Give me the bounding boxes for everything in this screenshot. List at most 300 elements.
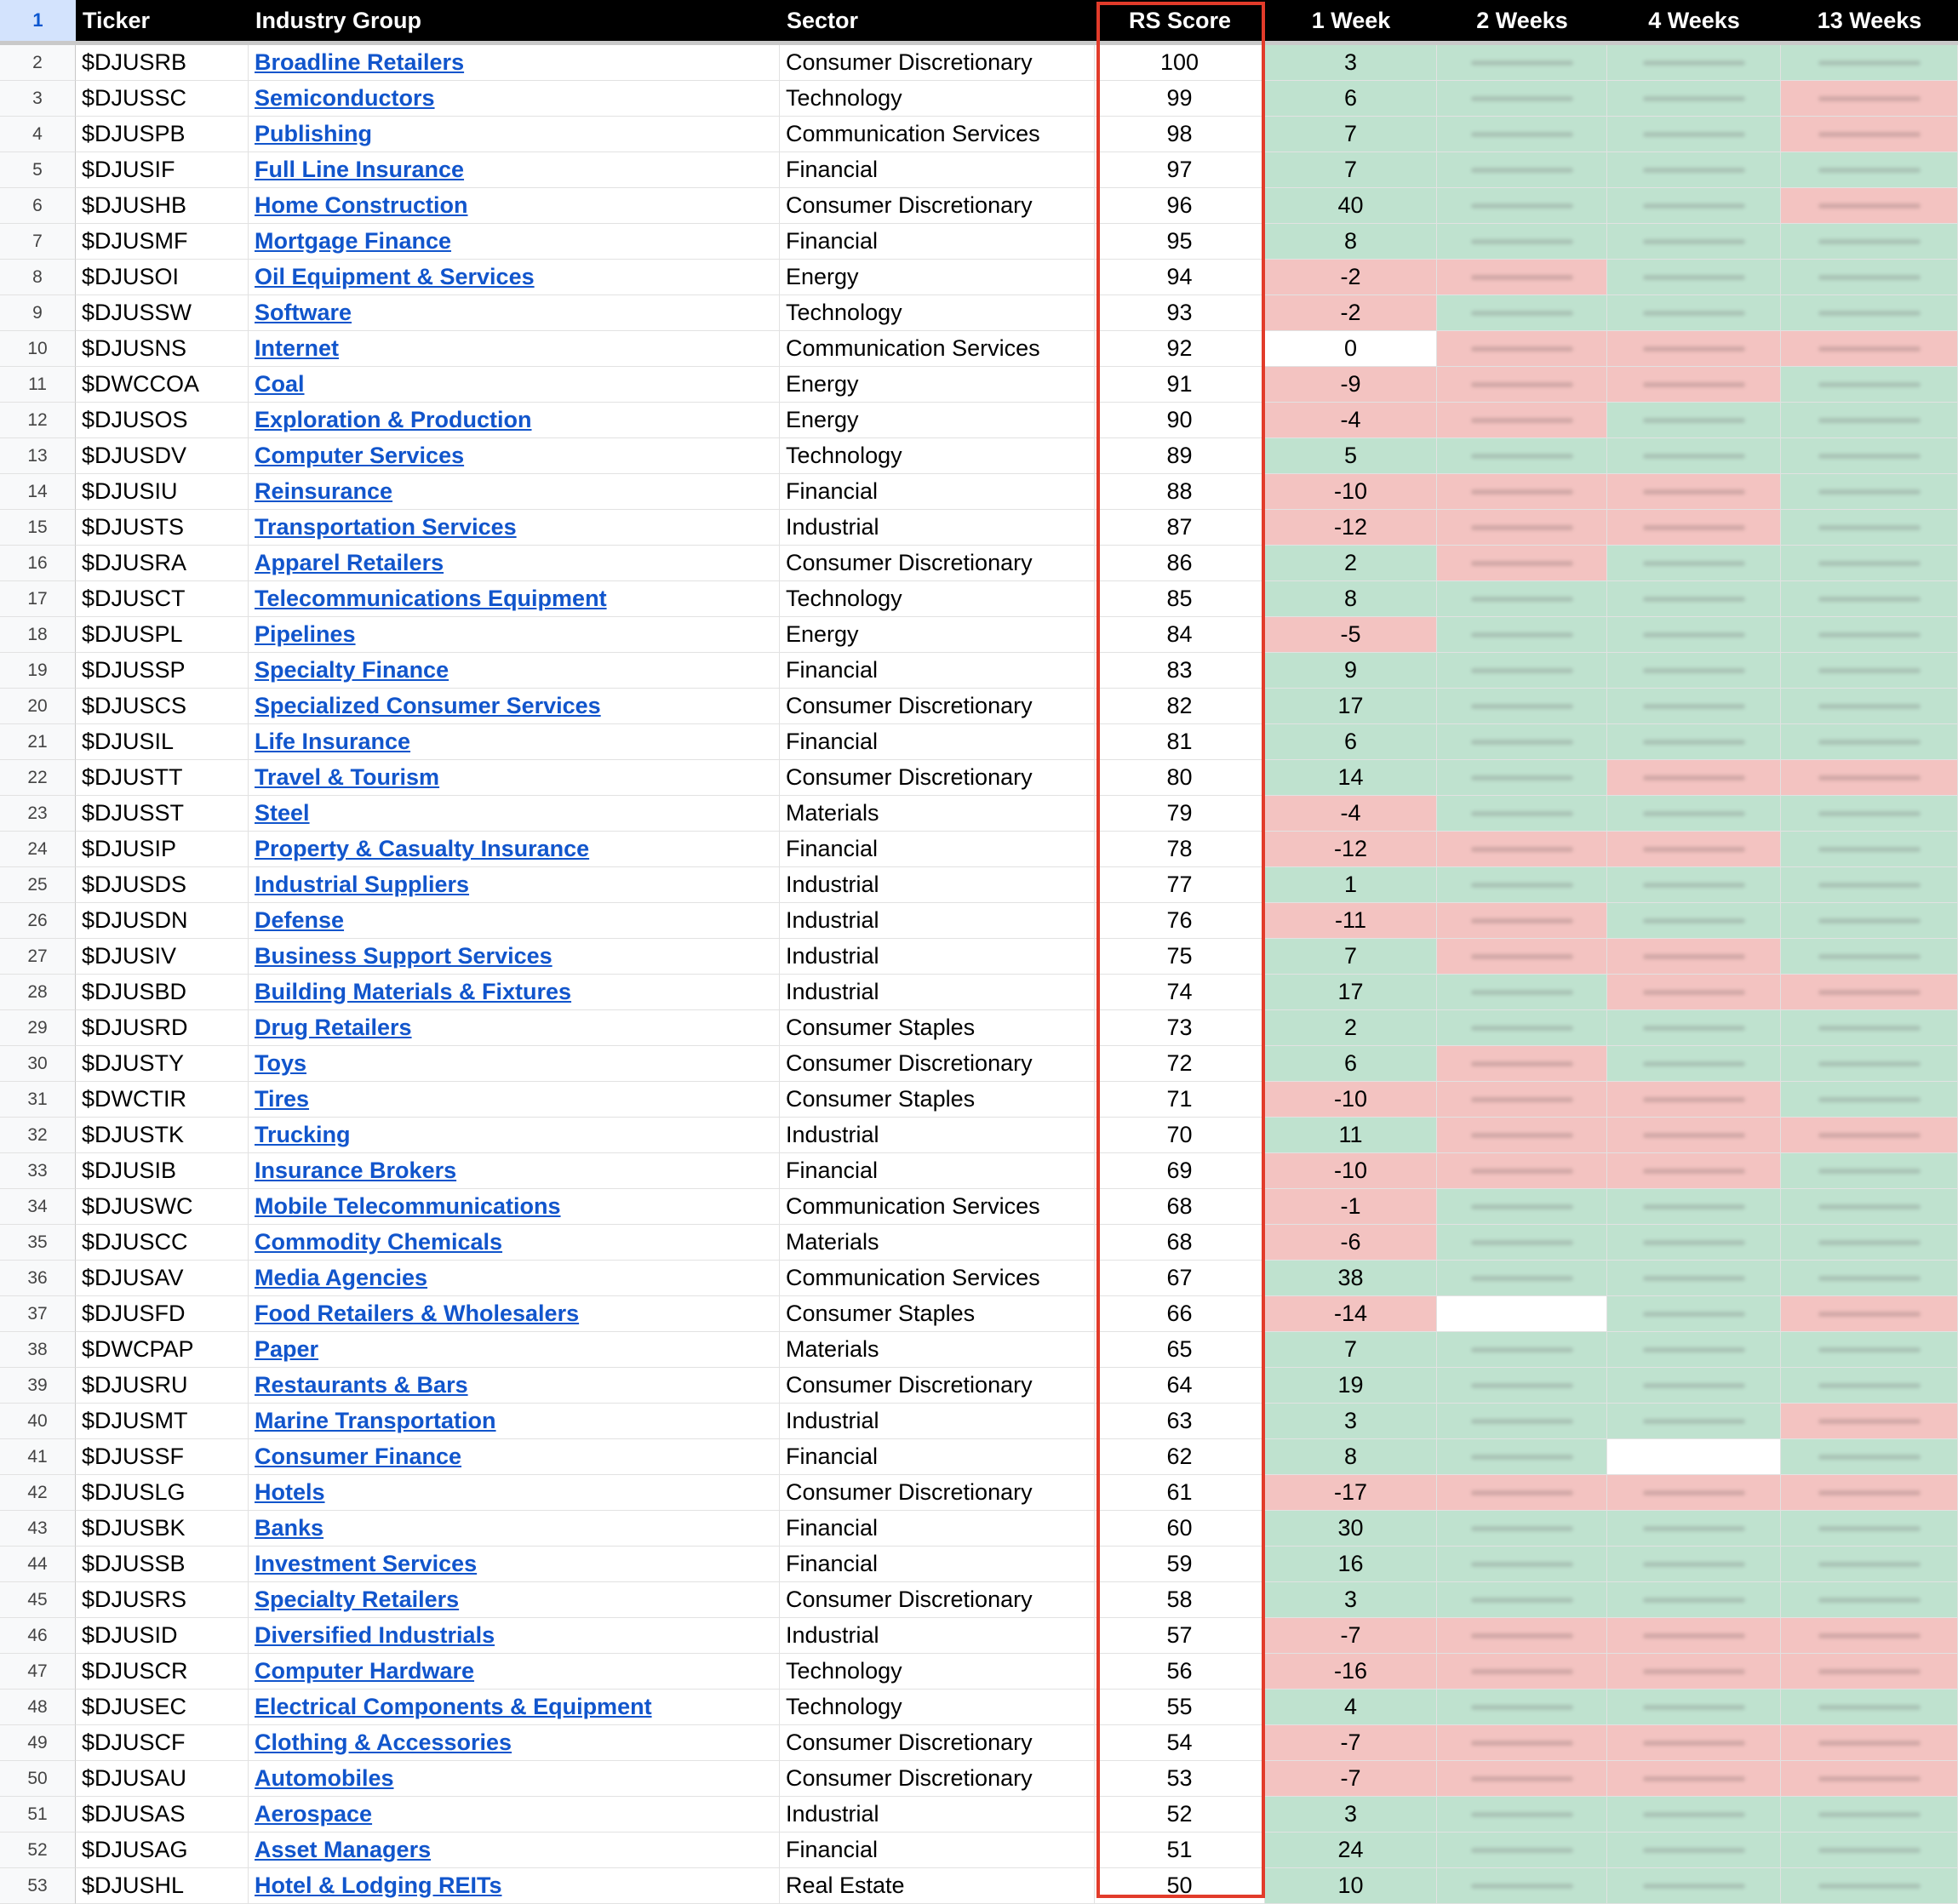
week-4-change-cell[interactable] [1607, 546, 1781, 581]
week-4-change-cell[interactable] [1607, 796, 1781, 832]
week-1-change-cell[interactable]: 7 [1265, 1332, 1437, 1368]
week-4-change-cell[interactable] [1607, 1082, 1781, 1118]
week-4-change-cell[interactable] [1607, 331, 1781, 367]
week-4-change-cell[interactable] [1607, 832, 1781, 867]
week-2-change-cell[interactable] [1437, 81, 1607, 117]
week-2-change-cell[interactable] [1437, 975, 1607, 1010]
industry-group-link[interactable]: Diversified Industrials [255, 1622, 495, 1648]
week-1-change-cell[interactable]: -11 [1265, 903, 1437, 939]
week-1-change-cell[interactable]: -14 [1265, 1296, 1437, 1332]
industry-group-link[interactable]: Internet [255, 335, 340, 361]
week-4-change-cell[interactable] [1607, 1118, 1781, 1153]
industry-group-link[interactable]: Computer Services [255, 443, 465, 468]
row-number[interactable]: 14 [0, 474, 76, 510]
rs-score-cell[interactable]: 86 [1095, 546, 1265, 581]
week-1-change-cell[interactable]: -7 [1265, 1761, 1437, 1797]
week-4-change-cell[interactable] [1607, 1153, 1781, 1189]
industry-group-cell[interactable] [249, 1725, 780, 1761]
industry-group-link[interactable]: Banks [255, 1515, 324, 1541]
industry-group-link[interactable]: Specialty Retailers [255, 1587, 460, 1612]
ticker-cell[interactable]: $DJUSTK [76, 1118, 249, 1153]
row-number[interactable]: 4 [0, 117, 76, 152]
rs-score-cell[interactable]: 84 [1095, 617, 1265, 653]
ticker-cell[interactable]: $DJUSCS [76, 689, 249, 724]
industry-group-cell[interactable] [249, 260, 780, 295]
sector-cell[interactable]: Communication Services [780, 1189, 1095, 1225]
row-number[interactable]: 11 [0, 367, 76, 403]
row-number[interactable]: 25 [0, 867, 76, 903]
industry-group-cell[interactable] [249, 1868, 780, 1904]
rs-score-cell[interactable]: 65 [1095, 1332, 1265, 1368]
week-2-change-cell[interactable] [1437, 581, 1607, 617]
week-2-change-cell[interactable] [1437, 939, 1607, 975]
week-1-change-cell[interactable]: -6 [1265, 1225, 1437, 1261]
rs-score-cell[interactable]: 96 [1095, 188, 1265, 224]
industry-group-link[interactable]: Industrial Suppliers [255, 872, 470, 897]
week-2-change-cell[interactable] [1437, 1725, 1607, 1761]
week-1-change-cell[interactable]: -2 [1265, 295, 1437, 331]
week-4-change-cell[interactable] [1607, 1725, 1781, 1761]
industry-group-cell[interactable] [249, 295, 780, 331]
week-2-change-cell[interactable] [1437, 724, 1607, 760]
week-13-change-cell[interactable] [1781, 1368, 1958, 1404]
week-13-change-cell[interactable] [1781, 260, 1958, 295]
week-13-change-cell[interactable] [1781, 867, 1958, 903]
industry-group-link[interactable]: Paper [255, 1336, 319, 1362]
ticker-cell[interactable]: $DJUSDV [76, 438, 249, 474]
industry-group-cell[interactable] [249, 724, 780, 760]
row-number[interactable]: 41 [0, 1439, 76, 1475]
rs-score-cell[interactable]: 95 [1095, 224, 1265, 260]
ticker-cell[interactable]: $DJUSST [76, 796, 249, 832]
industry-group-link[interactable]: Semiconductors [255, 85, 435, 111]
ticker-cell[interactable]: $DJUSID [76, 1618, 249, 1654]
rs-score-cell[interactable]: 63 [1095, 1404, 1265, 1439]
row-number[interactable]: 26 [0, 903, 76, 939]
week-2-change-cell[interactable] [1437, 1225, 1607, 1261]
ticker-cell[interactable]: $DWCPAP [76, 1332, 249, 1368]
week-1-change-cell[interactable]: 0 [1265, 331, 1437, 367]
row-number[interactable]: 32 [0, 1118, 76, 1153]
row-number[interactable]: 38 [0, 1332, 76, 1368]
week-2-change-cell[interactable] [1437, 653, 1607, 689]
rs-score-cell[interactable]: 81 [1095, 724, 1265, 760]
industry-group-link[interactable]: Oil Equipment & Services [255, 264, 535, 289]
sector-cell[interactable]: Technology [780, 1690, 1095, 1725]
week-13-change-cell[interactable] [1781, 1618, 1958, 1654]
rs-score-cell[interactable]: 67 [1095, 1261, 1265, 1296]
rs-score-cell[interactable]: 88 [1095, 474, 1265, 510]
week-4-change-cell[interactable] [1607, 295, 1781, 331]
industry-group-link[interactable]: Food Retailers & Wholesalers [255, 1301, 580, 1326]
row-number[interactable]: 5 [0, 152, 76, 188]
rs-score-cell[interactable]: 82 [1095, 689, 1265, 724]
row-number[interactable]: 37 [0, 1296, 76, 1332]
sector-cell[interactable]: Technology [780, 1654, 1095, 1690]
week-1-change-cell[interactable]: -4 [1265, 403, 1437, 438]
week-4-change-cell[interactable] [1607, 1475, 1781, 1511]
industry-group-cell[interactable] [249, 867, 780, 903]
industry-group-cell[interactable] [249, 1046, 780, 1082]
week-4-change-cell[interactable] [1607, 1547, 1781, 1582]
rs-score-cell[interactable]: 72 [1095, 1046, 1265, 1082]
week-4-change-cell[interactable] [1607, 188, 1781, 224]
week-1-change-cell[interactable]: -7 [1265, 1725, 1437, 1761]
industry-group-cell[interactable] [249, 1475, 780, 1511]
industry-group-cell[interactable] [249, 438, 780, 474]
week-4-change-cell[interactable] [1607, 1797, 1781, 1833]
week-1-change-cell[interactable]: -12 [1265, 832, 1437, 867]
week-4-change-cell[interactable] [1607, 438, 1781, 474]
row-number[interactable]: 35 [0, 1225, 76, 1261]
industry-group-cell[interactable] [249, 81, 780, 117]
industry-group-link[interactable]: Telecommunications Equipment [255, 586, 607, 611]
week-4-change-cell[interactable] [1607, 117, 1781, 152]
sector-cell[interactable]: Consumer Discretionary [780, 188, 1095, 224]
column-header-sector[interactable]: Sector [780, 0, 1095, 41]
industry-group-link[interactable]: Electrical Components & Equipment [255, 1694, 652, 1719]
ticker-cell[interactable]: $DJUSIL [76, 724, 249, 760]
week-1-change-cell[interactable]: 16 [1265, 1547, 1437, 1582]
week-4-change-cell[interactable] [1607, 1046, 1781, 1082]
week-2-change-cell[interactable] [1437, 1439, 1607, 1475]
row-number[interactable]: 27 [0, 939, 76, 975]
week-4-change-cell[interactable] [1607, 617, 1781, 653]
week-2-change-cell[interactable] [1437, 45, 1607, 81]
industry-group-link[interactable]: Pipelines [255, 621, 356, 647]
week-13-change-cell[interactable] [1781, 832, 1958, 867]
ticker-cell[interactable]: $DJUSDN [76, 903, 249, 939]
rs-score-cell[interactable]: 78 [1095, 832, 1265, 867]
row-number[interactable]: 48 [0, 1690, 76, 1725]
row-number[interactable]: 2 [0, 45, 76, 81]
rs-score-cell[interactable]: 75 [1095, 939, 1265, 975]
rs-score-cell[interactable]: 64 [1095, 1368, 1265, 1404]
row-number[interactable]: 42 [0, 1475, 76, 1511]
sector-cell[interactable]: Consumer Discretionary [780, 760, 1095, 796]
industry-group-cell[interactable] [249, 152, 780, 188]
rs-score-cell[interactable]: 62 [1095, 1439, 1265, 1475]
week-4-change-cell[interactable] [1607, 760, 1781, 796]
column-header-4-weeks[interactable]: 4 Weeks [1607, 0, 1781, 41]
week-2-change-cell[interactable] [1437, 295, 1607, 331]
week-4-change-cell[interactable] [1607, 939, 1781, 975]
ticker-cell[interactable]: $DJUSBK [76, 1511, 249, 1547]
industry-group-link[interactable]: Consumer Finance [255, 1444, 462, 1469]
industry-group-link[interactable]: Property & Casualty Insurance [255, 836, 590, 861]
rs-score-cell[interactable]: 51 [1095, 1833, 1265, 1868]
rs-score-cell[interactable]: 71 [1095, 1082, 1265, 1118]
sector-cell[interactable]: Real Estate [780, 1868, 1095, 1904]
sector-cell[interactable]: Technology [780, 295, 1095, 331]
ticker-cell[interactable]: $DJUSAS [76, 1797, 249, 1833]
industry-group-cell[interactable] [249, 1833, 780, 1868]
industry-group-link[interactable]: Drug Retailers [255, 1015, 412, 1040]
industry-group-cell[interactable] [249, 1761, 780, 1797]
week-1-change-cell[interactable]: 1 [1265, 867, 1437, 903]
ticker-cell[interactable]: $DJUSFD [76, 1296, 249, 1332]
week-2-change-cell[interactable] [1437, 331, 1607, 367]
row-number[interactable]: 21 [0, 724, 76, 760]
industry-group-link[interactable]: Clothing & Accessories [255, 1730, 512, 1755]
ticker-cell[interactable]: $DJUSHB [76, 188, 249, 224]
week-1-change-cell[interactable]: 6 [1265, 724, 1437, 760]
ticker-cell[interactable]: $DJUSNS [76, 331, 249, 367]
industry-group-link[interactable]: Trucking [255, 1122, 351, 1147]
week-4-change-cell[interactable] [1607, 260, 1781, 295]
week-2-change-cell[interactable] [1437, 403, 1607, 438]
rs-score-cell[interactable]: 79 [1095, 796, 1265, 832]
week-2-change-cell[interactable] [1437, 224, 1607, 260]
row-number[interactable]: 43 [0, 1511, 76, 1547]
week-4-change-cell[interactable] [1607, 152, 1781, 188]
week-2-change-cell[interactable] [1437, 1797, 1607, 1833]
week-13-change-cell[interactable] [1781, 1475, 1958, 1511]
week-13-change-cell[interactable] [1781, 45, 1958, 81]
row-number[interactable]: 36 [0, 1261, 76, 1296]
industry-group-cell[interactable] [249, 1368, 780, 1404]
week-4-change-cell[interactable] [1607, 45, 1781, 81]
week-4-change-cell[interactable] [1607, 975, 1781, 1010]
industry-group-link[interactable]: Hotel & Lodging REITs [255, 1873, 502, 1898]
industry-group-cell[interactable] [249, 903, 780, 939]
week-2-change-cell[interactable] [1437, 438, 1607, 474]
week-1-change-cell[interactable]: 8 [1265, 581, 1437, 617]
row-number[interactable]: 52 [0, 1833, 76, 1868]
week-13-change-cell[interactable] [1781, 1225, 1958, 1261]
industry-group-link[interactable]: Travel & Tourism [255, 764, 440, 790]
rs-score-cell[interactable]: 69 [1095, 1153, 1265, 1189]
industry-group-link[interactable]: Marine Transportation [255, 1408, 496, 1433]
rs-score-cell[interactable]: 89 [1095, 438, 1265, 474]
week-1-change-cell[interactable]: -1 [1265, 1189, 1437, 1225]
column-header-13-weeks[interactable]: 13 Weeks [1781, 0, 1958, 41]
ticker-cell[interactable]: $DJUSIP [76, 832, 249, 867]
sector-cell[interactable]: Industrial [780, 939, 1095, 975]
week-13-change-cell[interactable] [1781, 1439, 1958, 1475]
week-1-change-cell[interactable]: 19 [1265, 1368, 1437, 1404]
rs-score-cell[interactable]: 92 [1095, 331, 1265, 367]
week-1-change-cell[interactable]: -10 [1265, 474, 1437, 510]
week-13-change-cell[interactable] [1781, 403, 1958, 438]
industry-group-cell[interactable] [249, 1118, 780, 1153]
industry-group-cell[interactable] [249, 224, 780, 260]
sector-cell[interactable]: Consumer Staples [780, 1082, 1095, 1118]
week-13-change-cell[interactable] [1781, 1261, 1958, 1296]
row-number[interactable]: 10 [0, 331, 76, 367]
week-2-change-cell[interactable] [1437, 1511, 1607, 1547]
ticker-cell[interactable]: $DJUSIB [76, 1153, 249, 1189]
week-1-change-cell[interactable]: 3 [1265, 1582, 1437, 1618]
row-number[interactable]: 31 [0, 1082, 76, 1118]
sector-cell[interactable]: Consumer Discretionary [780, 1046, 1095, 1082]
industry-group-link[interactable]: Software [255, 300, 352, 325]
column-header-rs-score[interactable]: RS Score [1095, 0, 1265, 41]
industry-group-link[interactable]: Steel [255, 800, 310, 826]
sector-cell[interactable]: Industrial [780, 975, 1095, 1010]
rs-score-cell[interactable]: 77 [1095, 867, 1265, 903]
industry-group-cell[interactable] [249, 1797, 780, 1833]
industry-group-link[interactable]: Mortgage Finance [255, 228, 452, 254]
week-2-change-cell[interactable] [1437, 546, 1607, 581]
week-1-change-cell[interactable]: 17 [1265, 975, 1437, 1010]
row-number[interactable]: 6 [0, 188, 76, 224]
week-1-change-cell[interactable]: 30 [1265, 1511, 1437, 1547]
ticker-cell[interactable]: $DJUSHL [76, 1868, 249, 1904]
sector-cell[interactable]: Industrial [780, 1797, 1095, 1833]
ticker-cell[interactable]: $DJUSSF [76, 1439, 249, 1475]
industry-group-cell[interactable] [249, 653, 780, 689]
week-1-change-cell[interactable]: 7 [1265, 117, 1437, 152]
week-4-change-cell[interactable] [1607, 1368, 1781, 1404]
week-13-change-cell[interactable] [1781, 1547, 1958, 1582]
week-4-change-cell[interactable] [1607, 1225, 1781, 1261]
week-1-change-cell[interactable]: 3 [1265, 1797, 1437, 1833]
row-number[interactable]: 30 [0, 1046, 76, 1082]
week-1-change-cell[interactable]: 2 [1265, 1010, 1437, 1046]
row-number[interactable]: 18 [0, 617, 76, 653]
week-2-change-cell[interactable] [1437, 510, 1607, 546]
week-13-change-cell[interactable] [1781, 760, 1958, 796]
week-1-change-cell[interactable]: -12 [1265, 510, 1437, 546]
row-number[interactable]: 45 [0, 1582, 76, 1618]
week-4-change-cell[interactable] [1607, 1189, 1781, 1225]
week-4-change-cell[interactable] [1607, 1404, 1781, 1439]
industry-group-cell[interactable] [249, 1511, 780, 1547]
row-number[interactable]: 28 [0, 975, 76, 1010]
week-1-change-cell[interactable]: 3 [1265, 1404, 1437, 1439]
week-1-change-cell[interactable]: 4 [1265, 1690, 1437, 1725]
ticker-cell[interactable]: $DJUSCR [76, 1654, 249, 1690]
week-4-change-cell[interactable] [1607, 403, 1781, 438]
rs-score-cell[interactable]: 58 [1095, 1582, 1265, 1618]
week-1-change-cell[interactable]: 17 [1265, 689, 1437, 724]
week-4-change-cell[interactable] [1607, 474, 1781, 510]
rs-score-cell[interactable]: 70 [1095, 1118, 1265, 1153]
sector-cell[interactable]: Financial [780, 1547, 1095, 1582]
rs-score-cell[interactable]: 60 [1095, 1511, 1265, 1547]
sector-cell[interactable]: Industrial [780, 1618, 1095, 1654]
industry-group-link[interactable]: Toys [255, 1050, 307, 1076]
week-2-change-cell[interactable] [1437, 117, 1607, 152]
industry-group-cell[interactable] [249, 1189, 780, 1225]
week-13-change-cell[interactable] [1781, 1010, 1958, 1046]
week-1-change-cell[interactable]: 40 [1265, 188, 1437, 224]
sector-cell[interactable]: Financial [780, 152, 1095, 188]
sector-cell[interactable]: Consumer Discretionary [780, 1582, 1095, 1618]
week-1-change-cell[interactable]: -4 [1265, 796, 1437, 832]
ticker-cell[interactable]: $DJUSIV [76, 939, 249, 975]
row-number[interactable]: 51 [0, 1797, 76, 1833]
week-4-change-cell[interactable] [1607, 1511, 1781, 1547]
week-2-change-cell[interactable] [1437, 1118, 1607, 1153]
rs-score-cell[interactable]: 94 [1095, 260, 1265, 295]
sector-cell[interactable]: Consumer Discretionary [780, 1475, 1095, 1511]
rs-score-cell[interactable]: 61 [1095, 1475, 1265, 1511]
week-2-change-cell[interactable] [1437, 1261, 1607, 1296]
week-13-change-cell[interactable] [1781, 546, 1958, 581]
week-2-change-cell[interactable] [1437, 1618, 1607, 1654]
industry-group-link[interactable]: Life Insurance [255, 729, 411, 754]
sector-cell[interactable]: Financial [780, 1439, 1095, 1475]
industry-group-link[interactable]: Insurance Brokers [255, 1158, 457, 1183]
week-13-change-cell[interactable] [1781, 689, 1958, 724]
week-4-change-cell[interactable] [1607, 224, 1781, 260]
ticker-cell[interactable]: $DJUSTT [76, 760, 249, 796]
ticker-cell[interactable]: $DJUSLG [76, 1475, 249, 1511]
industry-group-link[interactable]: Specialized Consumer Services [255, 693, 601, 718]
week-1-change-cell[interactable]: 24 [1265, 1833, 1437, 1868]
week-13-change-cell[interactable] [1781, 1189, 1958, 1225]
row-number[interactable]: 15 [0, 510, 76, 546]
industry-group-cell[interactable] [249, 1404, 780, 1439]
sector-cell[interactable]: Materials [780, 796, 1095, 832]
industry-group-cell[interactable] [249, 939, 780, 975]
row-number[interactable]: 49 [0, 1725, 76, 1761]
ticker-cell[interactable]: $DJUSMF [76, 224, 249, 260]
row-number[interactable]: 47 [0, 1654, 76, 1690]
industry-group-link[interactable]: Restaurants & Bars [255, 1372, 468, 1398]
column-header-industry-group[interactable]: Industry Group [249, 0, 780, 41]
row-number[interactable]: 8 [0, 260, 76, 295]
week-1-change-cell[interactable]: -5 [1265, 617, 1437, 653]
industry-group-link[interactable]: Coal [255, 371, 305, 397]
industry-group-cell[interactable] [249, 546, 780, 581]
rs-score-cell[interactable]: 66 [1095, 1296, 1265, 1332]
ticker-cell[interactable]: $DJUSRD [76, 1010, 249, 1046]
row-number-header[interactable]: 1 [0, 0, 76, 41]
ticker-cell[interactable]: $DJUSTY [76, 1046, 249, 1082]
week-4-change-cell[interactable] [1607, 1010, 1781, 1046]
ticker-cell[interactable]: $DJUSSC [76, 81, 249, 117]
industry-group-cell[interactable] [249, 510, 780, 546]
week-13-change-cell[interactable] [1781, 1725, 1958, 1761]
row-number[interactable]: 9 [0, 295, 76, 331]
ticker-cell[interactable]: $DJUSTS [76, 510, 249, 546]
ticker-cell[interactable]: $DJUSRB [76, 45, 249, 81]
week-2-change-cell[interactable] [1437, 1189, 1607, 1225]
sector-cell[interactable]: Energy [780, 367, 1095, 403]
industry-group-link[interactable]: Business Support Services [255, 943, 552, 969]
row-number[interactable]: 12 [0, 403, 76, 438]
industry-group-link[interactable]: Full Line Insurance [255, 157, 465, 182]
ticker-cell[interactable]: $DJUSRS [76, 1582, 249, 1618]
ticker-cell[interactable]: $DJUSCT [76, 581, 249, 617]
ticker-cell[interactable]: $DJUSPL [76, 617, 249, 653]
ticker-cell[interactable]: $DJUSPB [76, 117, 249, 152]
rs-score-cell[interactable]: 90 [1095, 403, 1265, 438]
sector-cell[interactable]: Industrial [780, 867, 1095, 903]
week-1-change-cell[interactable]: -10 [1265, 1153, 1437, 1189]
industry-group-link[interactable]: Specialty Finance [255, 657, 449, 683]
industry-group-cell[interactable] [249, 1010, 780, 1046]
row-number[interactable]: 33 [0, 1153, 76, 1189]
week-1-change-cell[interactable]: 10 [1265, 1868, 1437, 1904]
week-4-change-cell[interactable] [1607, 1618, 1781, 1654]
industry-group-link[interactable]: Media Agencies [255, 1265, 428, 1290]
industry-group-cell[interactable] [249, 796, 780, 832]
week-2-change-cell[interactable] [1437, 1404, 1607, 1439]
week-1-change-cell[interactable]: 7 [1265, 152, 1437, 188]
week-2-change-cell[interactable] [1437, 1153, 1607, 1189]
sector-cell[interactable]: Consumer Discretionary [780, 689, 1095, 724]
ticker-cell[interactable]: $DJUSRA [76, 546, 249, 581]
industry-group-link[interactable]: Home Construction [255, 192, 468, 218]
ticker-cell[interactable]: $DJUSWC [76, 1189, 249, 1225]
week-1-change-cell[interactable]: -7 [1265, 1618, 1437, 1654]
week-2-change-cell[interactable] [1437, 188, 1607, 224]
rs-score-cell[interactable]: 83 [1095, 653, 1265, 689]
